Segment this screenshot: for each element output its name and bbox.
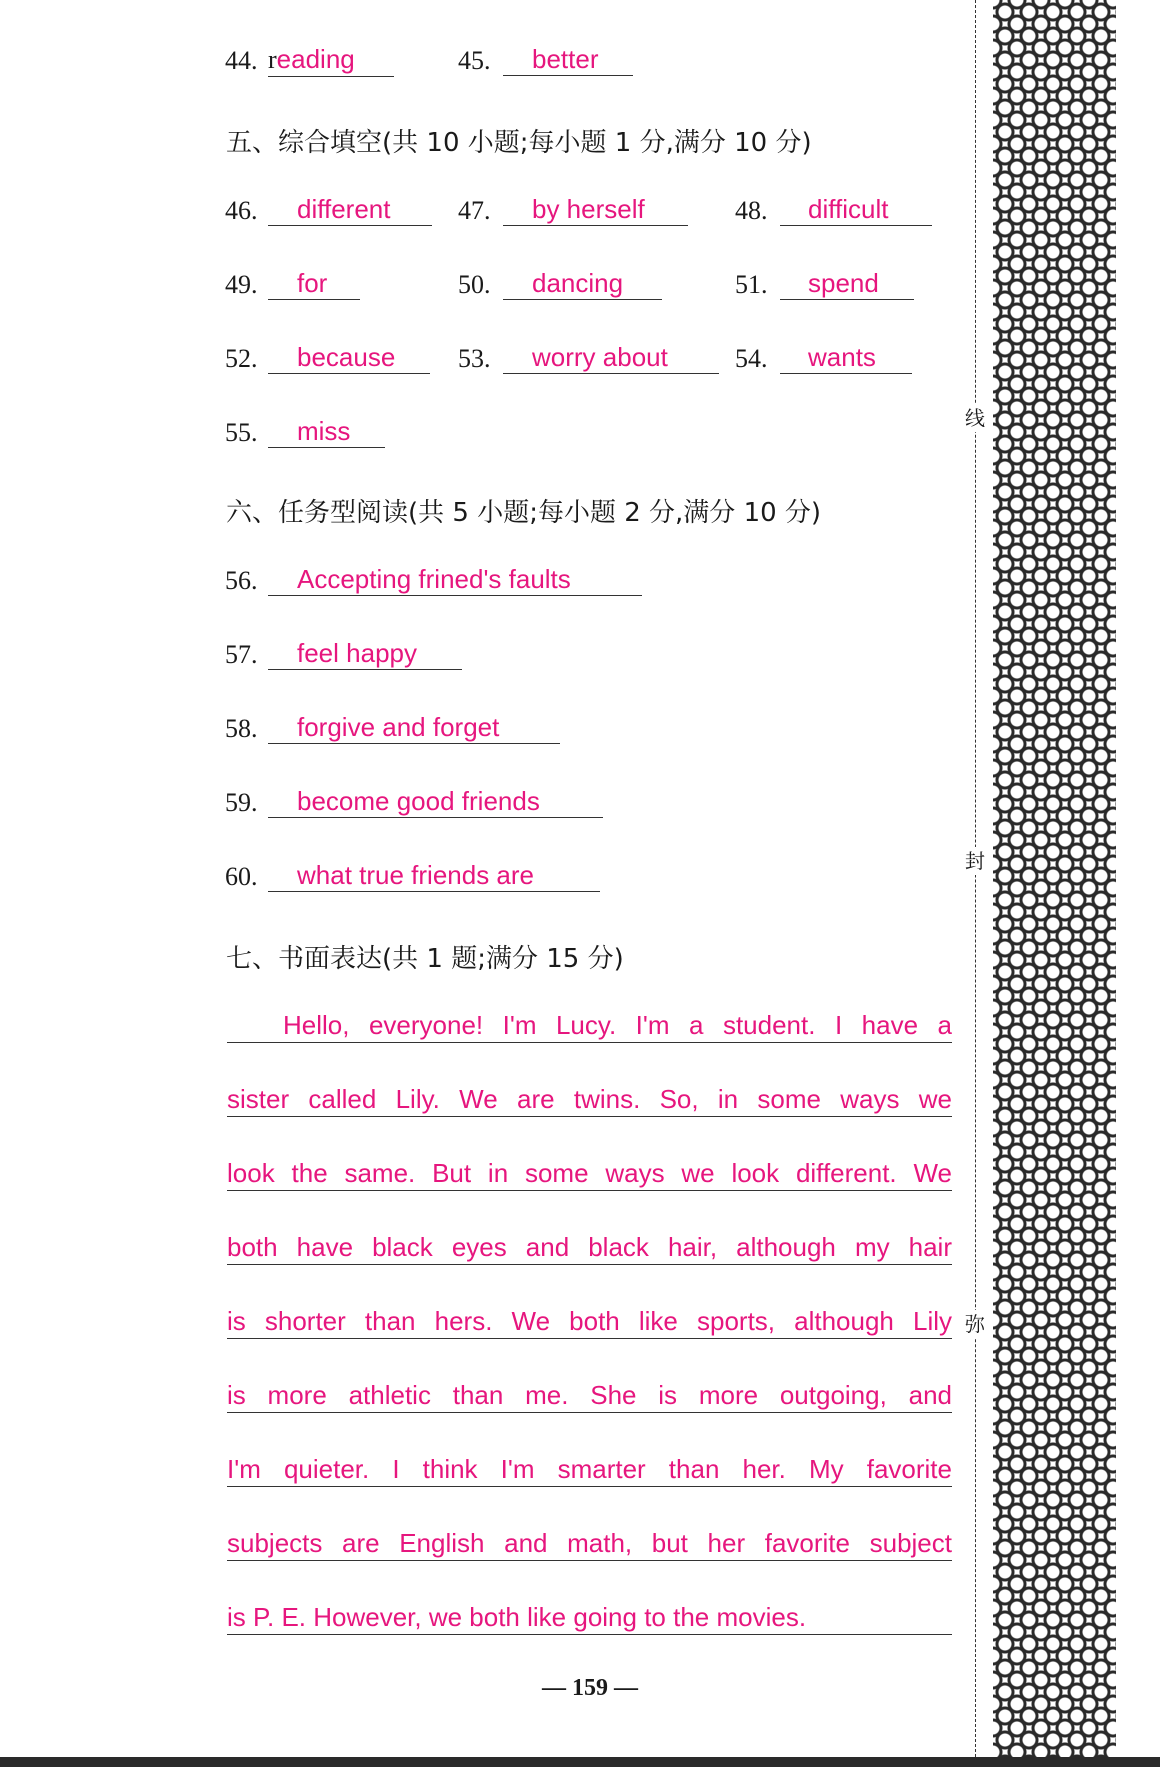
section-heading-5: 五、综合填空(共 10 小题;每小题 1 分,满分 10 分) [226,128,812,158]
answer-blank-55: miss [268,416,385,448]
question-number-46: 46. [225,196,258,225]
question-number-47: 47. [458,196,491,225]
essay-line-5: is shorter than hers. We both like sports, although Lily [227,1304,952,1339]
binding-label-bottom: 弥 [965,1312,985,1336]
answer-blank-58: forgive and forget [268,712,560,744]
section-heading-7: 七、书面表达(共 1 题;满分 15 分) [226,944,624,974]
answer-blank-45: better [503,44,633,76]
binding-label-top: 线 [965,406,985,430]
decorative-pattern-strip [993,0,1116,1757]
question-number-51: 51. [735,270,768,299]
answer-text-44: eading [276,44,355,74]
section-heading-6: 六、任务型阅读(共 5 小题;每小题 2 分,满分 10 分) [226,498,822,528]
answer-blank-54: wants [780,342,912,374]
answer-blank-57: feel happy [268,638,462,670]
answer-blank-46: different [268,194,432,226]
essay-line-7: I'm quieter. I think I'm smarter than her. My favorite [227,1452,952,1487]
answer-blank-52: because [268,342,430,374]
binding-dashed-line [975,0,976,1767]
question-number-48: 48. [735,196,768,225]
question-number-60: 60. [225,862,258,891]
question-number-45: 45. [458,46,491,75]
page-number: — 159 — [542,1675,638,1701]
answer-blank-51: spend [780,268,914,300]
question-number-58: 58. [225,714,258,743]
question-number-44: 44. [225,46,258,75]
answer-prefix-44: r [268,45,277,74]
answer-blank-49: for [268,268,360,300]
question-number-54: 54. [735,344,768,373]
question-number-56: 56. [225,566,258,595]
essay-line-1: Hello, everyone! I'm Lucy. I'm a student. I have a [227,1008,952,1043]
answer-blank-47: by herself [503,194,688,226]
question-number-53: 53. [458,344,491,373]
question-number-49: 49. [225,270,258,299]
answer-blank-53: worry about [503,342,719,374]
essay-line-6: is more athletic than me. She is more outgoing, and [227,1378,952,1413]
essay-line-8: subjects are English and math, but her favorite subject [227,1526,952,1561]
answer-blank-50: dancing [503,268,662,300]
binding-label-middle: 封 [965,849,985,873]
essay-line-9: is P. E. However, we both like going to the movies. [227,1600,952,1635]
answer-blank-48: difficult [780,194,932,226]
question-number-50: 50. [458,270,491,299]
bottom-border-bar [0,1757,1160,1767]
question-number-55: 55. [225,418,258,447]
answer-blank-56: Accepting frined's faults [268,564,642,596]
essay-line-4: both have black eyes and black hair, although my hair [227,1230,952,1265]
answer-blank-44 [268,44,394,77]
question-number-59: 59. [225,788,258,817]
essay-line-3: look the same. But in some ways we look different. We [227,1156,952,1191]
answer-blank-60: what true friends are [268,860,600,892]
answer-blank-59: become good friends [268,786,603,818]
question-number-57: 57. [225,640,258,669]
question-number-52: 52. [225,344,258,373]
essay-line-2: sister called Lily. We are twins. So, in some ways we [227,1082,952,1117]
